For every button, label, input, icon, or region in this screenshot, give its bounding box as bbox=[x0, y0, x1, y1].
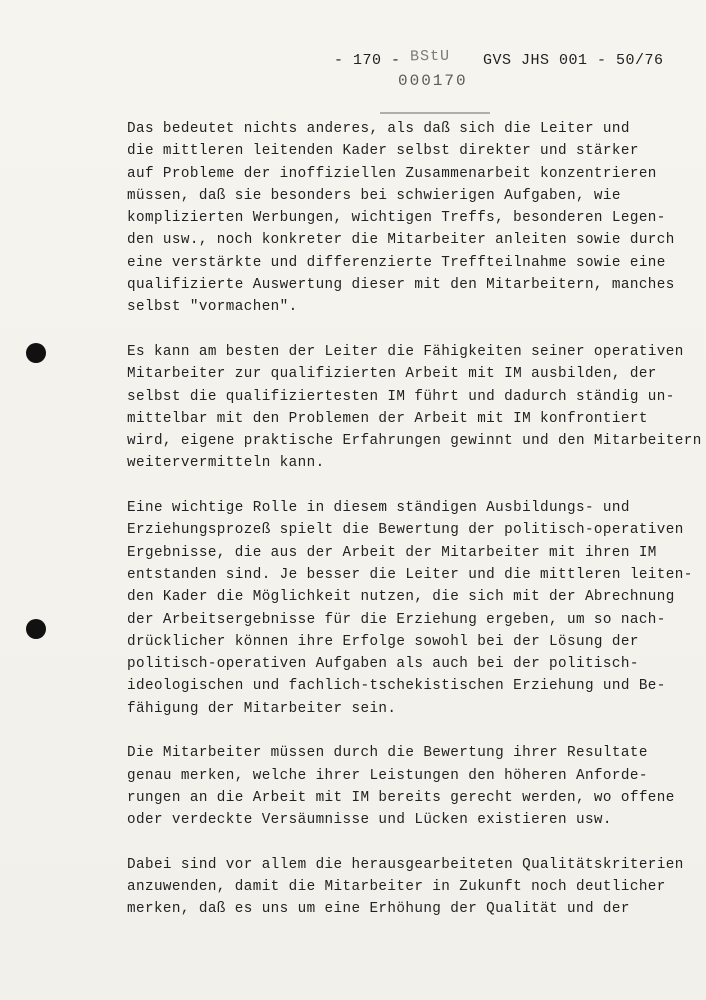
text-line: genau merken, welche ihrer Leistungen den höheren Anforde- bbox=[127, 767, 648, 784]
document-reference: GVS JHS 001 - 50/76 bbox=[483, 52, 664, 69]
text-line: mittelbar mit den Problemen der Arbeit mit IM konfrontiert bbox=[127, 410, 648, 427]
text-line: Dabei sind vor allem die herausgearbeiteten Qualitätskriterien bbox=[127, 856, 684, 873]
text-line: Es kann am besten der Leiter die Fähigkeiten seiner operativen bbox=[127, 343, 684, 360]
body-text bbox=[127, 118, 702, 943]
text-line: müssen, daß sie besonders bei schwierigen Aufgaben, wie bbox=[127, 187, 621, 204]
paragraph bbox=[127, 118, 697, 319]
text-line: den Kader die Möglichkeit nutzen, die sich mit der Abrechnung bbox=[127, 589, 675, 606]
text-line: Das bedeutet nichts anderes, als daß sich die Leiter und bbox=[127, 121, 630, 137]
text-line: selbst die qualifiziertesten IM führt und dadurch ständig un- bbox=[127, 388, 675, 405]
text-line: den usw., noch konkreter die Mitarbeiter anleiten sowie durch bbox=[127, 232, 675, 249]
text-line: Eine wichtige Rolle in diesem ständigen Ausbildungs- und bbox=[127, 500, 630, 517]
archive-label: BStU bbox=[409, 47, 451, 66]
punch-hole bbox=[26, 619, 46, 639]
text-line: fähigung der Mitarbeiter sein. bbox=[127, 700, 397, 717]
text-line: wird, eigene praktische Erfahrungen gewinnt und den Mitarbeitern bbox=[127, 433, 702, 450]
paragraph bbox=[127, 742, 697, 831]
text-line: ideologischen und fachlich-tschekistischen Erziehung und Be- bbox=[127, 678, 666, 695]
paragraph bbox=[127, 497, 697, 720]
archive-number: 000170 bbox=[398, 72, 468, 90]
stamp-underline bbox=[380, 112, 490, 114]
text-line: politisch-operativen Aufgaben als auch bei der politisch- bbox=[127, 656, 639, 673]
text-line: eine verstärkte und differenzierte Treffteilnahme sowie eine bbox=[127, 254, 666, 271]
paragraph bbox=[127, 341, 702, 475]
page-number: - 170 - bbox=[334, 52, 401, 69]
text-line: drücklicher können ihre Erfolge sowohl bei der Lösung der bbox=[127, 633, 639, 650]
text-line: Ergebnisse, die aus der Arbeit der Mitarbeiter mit ihren IM bbox=[127, 544, 657, 561]
text-line: komplizierten Werbungen, wichtigen Treffs, besonderen Legen- bbox=[127, 210, 666, 227]
text-line: die mittleren leitenden Kader selbst direkter und stärker bbox=[127, 143, 639, 160]
archive-stamp bbox=[380, 44, 490, 114]
text-line: weitervermitteln kann. bbox=[127, 455, 325, 472]
text-line: qualifizierte Auswertung dieser mit den Mitarbeitern, manches bbox=[127, 277, 675, 294]
text-line: Die Mitarbeiter müssen durch die Bewertung ihrer Resultate bbox=[127, 745, 648, 762]
text-line: entstanden sind. Je besser die Leiter und die mittleren leiten- bbox=[127, 566, 693, 583]
text-line: merken, daß es uns um eine Erhöhung der Qualität und der bbox=[127, 901, 630, 918]
paragraph bbox=[127, 854, 697, 921]
text-line: anzuwenden, damit die Mitarbeiter in Zukunft noch deutlicher bbox=[127, 879, 666, 896]
text-line: selbst "vormachen". bbox=[127, 299, 298, 316]
text-line: Mitarbeiter zur qualifizierten Arbeit mit IM ausbilden, der bbox=[127, 366, 657, 383]
text-line: auf Probleme der inoffiziellen Zusammenarbeit konzentrieren bbox=[127, 165, 657, 182]
punch-hole bbox=[26, 343, 46, 363]
text-line: rungen an die Arbeit mit IM bereits gerecht werden, wo offene bbox=[127, 789, 675, 806]
text-line: Erziehungsprozeß spielt die Bewertung der politisch-operativen bbox=[127, 522, 684, 539]
text-line: oder verdeckte Versäumnisse und Lücken existieren usw. bbox=[127, 812, 612, 829]
text-line: der Arbeitsergebnisse für die Erziehung ergeben, um so nach- bbox=[127, 611, 666, 628]
